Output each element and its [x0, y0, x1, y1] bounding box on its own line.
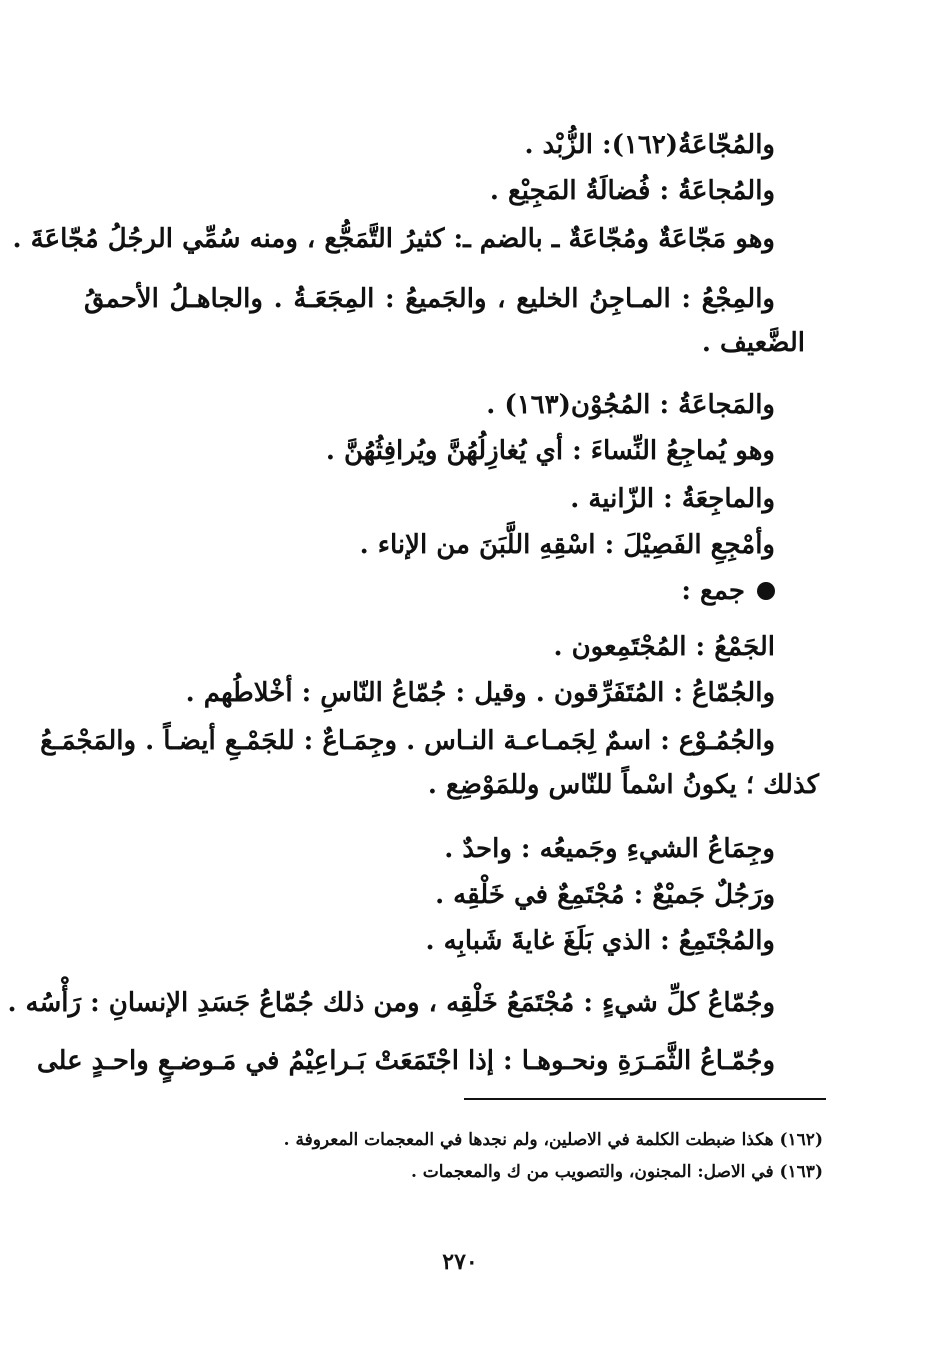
text-line-5: الضَّعيف . — [701, 328, 805, 358]
text-line-13: كذلك ؛ يكونُ اسْماً للنّاس وللمَوْضِع . — [427, 770, 819, 800]
text-line-2: والمُجاعَةُ : فُضالَةُ المَجِيْع . — [489, 176, 775, 206]
text-line-16: والمُجْتَمِعُ : الذي بَلَغَ غايةَ شَبابِه . — [425, 926, 775, 956]
page-number: ٢٧٠ — [442, 1249, 478, 1275]
text-line-4: والمِجْعُ : المـاجِنُ الخليع ، والجَميعُ : المِجَعَـةُ . والجاهـلُ الأحمقُ — [84, 284, 775, 314]
footnote-163: (١٦٣) في الاصل: المجنون، والتصويب من ك والمعجمات . — [410, 1162, 823, 1182]
footnote-divider — [464, 1098, 826, 1100]
text-line-8: والماجِعَةُ : الزّانية . — [570, 484, 775, 514]
text-line-12: والجُمُـوْع : اسمٌ لِجَمـاعـة النـاس . وجِمَـاعٌ : للجَمْـعِ أيضـاً . والمَجْمَـعُ — [40, 726, 775, 756]
footnote-162: (١٦٢) هكذا ضبطت الكلمة في الاصلين، ولم نجدها في المعجمات المعروفة . — [283, 1130, 823, 1150]
root-heading-label: جمع : — [681, 576, 745, 606]
text-line-1: والمُجّاعَةُ(١٦٢): الزُّبْد . — [524, 130, 775, 160]
text-line-7: وهو يُماجِعُ النِّساءَ : أي يُغازِلُهُنَّ ويُرافِثُهُنَّ . — [325, 436, 775, 466]
text-line-3: وهو مَجّاعَةٌ ومُجّاعَةٌ ـ بالضم ـ: كثيرُ التَّمَجُّع ، ومنه سُمِّي الرجُلُ مُجّاعَةَ . — [12, 224, 775, 254]
text-line-9: وأمْجِعِ الفَصِيْلَ : اسْقِهِ اللَّبَنَ من الإناء . — [359, 530, 775, 560]
text-line-17: وجُمّاعُ كلِّ شيءٍ : مُجْتَمَعُ خَلْقِه ، ومن ذلك جُمّاعُ جَسَدِ الإنسانِ : رَأْسُه . — [7, 988, 775, 1018]
bullet-icon — [757, 582, 775, 600]
text-line-6: والمَجاعَةُ : المُجُوْن(١٦٣) . — [486, 390, 775, 420]
text-line-18: وجُمّـاعُ الثَّمَـرَةِ ونحـوهـا : إذا اجْتَمَعَتْ بَـراعِيْمُ في مَـوضـعٍ واحـدٍ على — [36, 1046, 775, 1076]
text-line-14: وجِمَاعُ الشيءِ وجَميعُه : واحدٌ . — [444, 834, 775, 864]
text-line-15: ورَجُلٌ جَميْعٌ : مُجْتَمِعٌ في خَلْقِه . — [435, 880, 775, 910]
root-heading — [681, 574, 775, 608]
text-line-11: والجُمّاعُ : المُتَفَرِّقون . وقيل : جُمّاعُ النّاسِ : أخْلاطُهم . — [185, 678, 775, 708]
text-line-10: الجَمْعُ : المُجْتَمِعون . — [553, 632, 775, 662]
